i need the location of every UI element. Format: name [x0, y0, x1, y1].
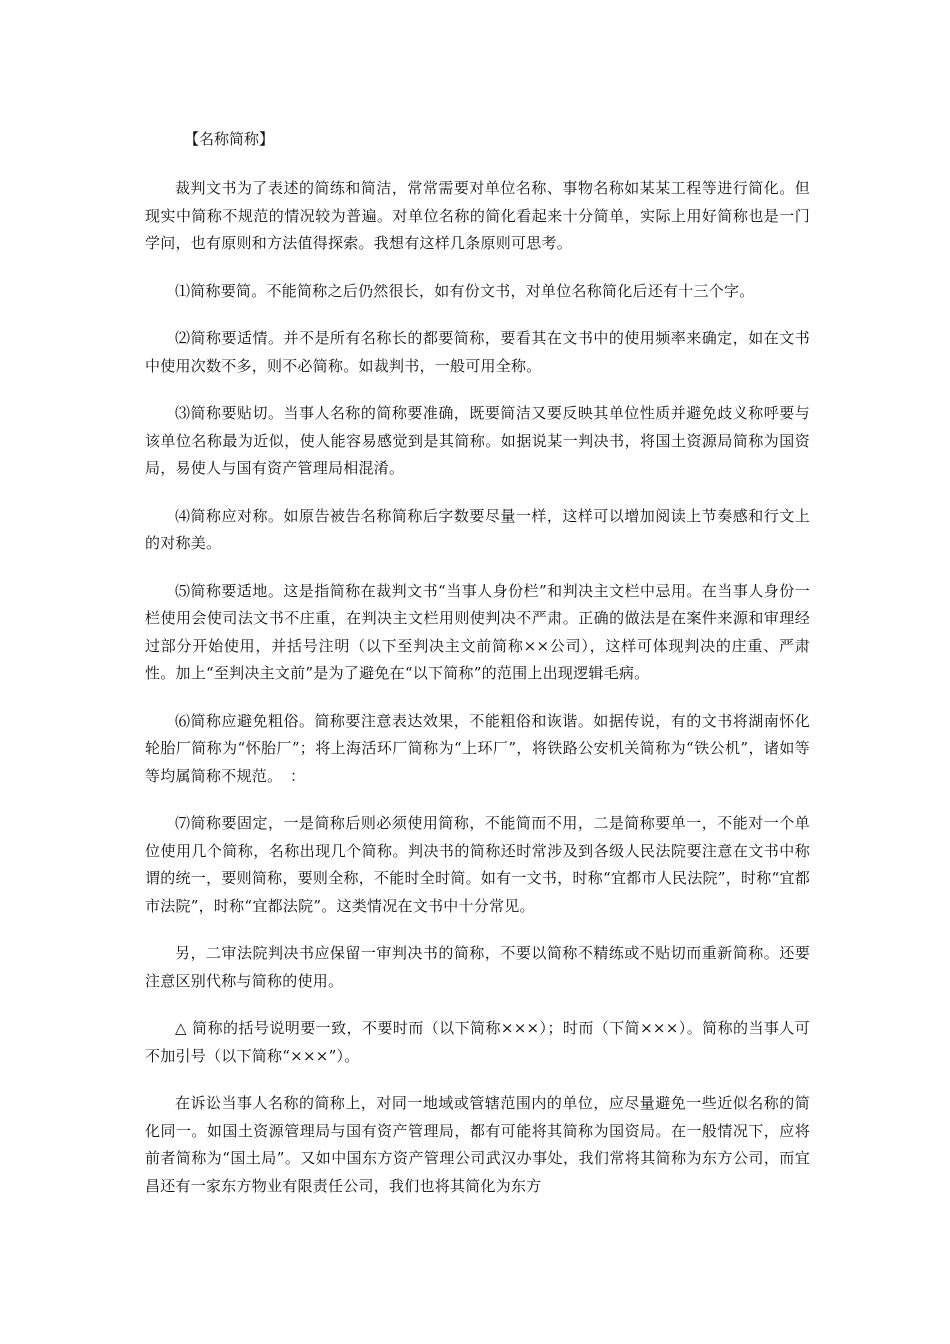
- paragraph-rule-1: ⑴简称要简。不能简称之后仍然很长，如有份文书，对单位名称简化后还有十三个字。: [175, 281, 755, 300]
- paragraph-bracket-note: △ 简称的括号说明要一致，不要时而（以下简称×××）；时而（下简×××）。简称的当事人可不加引号（以下简称“×××”）。: [145, 1019, 810, 1065]
- paragraph-rule-2: ⑵简称要适情。并不是所有名称长的都要简称，要看其在文书中的使用频率来确定，如在文书中使用次数不多，则不必简称。如裁判书，一般可用全称。: [145, 329, 810, 375]
- paragraph-appeal-note: 另，二审法院判决书应保留一审判决书的简称，不要以简称不精练或不贴切而重新简称。还要注意区别代称与简称的使用。: [145, 944, 810, 990]
- paragraph-rule-6: ⑹简称应避免粗俗。简称要注意表达效果，不能粗俗和诙谐。如据传说，有的文书将湖南怀化轮胎厂简称为“怀胎厂”；将上海活环厂简称为“上环厂”，将铁路公安机关简称为“铁公机”，诸如等等均属简称不规范。 ：: [145, 711, 810, 785]
- section-heading: 【名称简称】: [184, 130, 275, 148]
- paragraph-rule-7: ⑺简称要固定，一是简称后则必须使用简称，不能简而不用，二是简称要单一，不能对一个单位使用几个简称，名称出现几个简称。判决书的简称还时常涉及到各级人民法院要注意在文书中称谓的统一，要则简称，要则全称，不能时全时简。如有一文书，时称“宜都市人民法院”，时称“宜都市法院”，时称“宜都法院”。这类情况在文书中十分常见。: [145, 814, 810, 915]
- paragraph-rule-5: ⑸简称要适地。这是指简称在裁判文书“当事人身份栏”和判决主文栏中忌用。在当事人身份一栏使用会使司法文书不庄重，在判决主文栏用则使判决不严肃。正确的做法是在案件来源和审理经过部分开始使用，并括号注明（以下至判决主文前简称××公司），这样可体现判决的庄重、严肃性。加上“至判决主文前”是为了避免在“以下简称”的范围上出现逻辑毛病。: [145, 581, 810, 682]
- paragraph-intro: 裁判文书为了表述的简练和简洁，常常需要对单位名称、事物名称如某某工程等进行简化。但现实中简称不规范的情况较为普遍。对单位名称的简化看起来十分简单，实际上用好简称也是一门学问，也有原则和方法值得探索。我想有这样几条原则可思考。: [145, 179, 810, 252]
- paragraph-region-note: 在诉讼当事人名称的简称上，对同一地域或管辖范围内的单位，应尽量避免一些近似名称的简化同一。如国土资源管理局与国有资产管理局，都有可能将其简称为国资局。在一般情况下，应将前者简称为“国土局”。又如中国东方资产管理公司武汉办事处，我们常将其简称为东方公司，而宜昌还有一家东方物业有限责任公司，我们也将其简化为东方: [145, 1094, 810, 1195]
- paragraph-rule-3: ⑶简称要贴切。当事人名称的简称要准确，既要简洁又要反映其单位性质并避免歧义称呼要与该单位名称最为近似，使人能容易感觉到是其简称。如据说某一判决书，将国土资源局简称为国资局，易使人与国有资产管理局相混淆。: [145, 404, 810, 477]
- paragraph-rule-4: ⑷简称应对称。如原告被告名称简称后字数要尽量一样，这样可以增加阅读上节奏感和行文上的对称美。: [145, 506, 810, 552]
- document-page: [145, 127, 810, 1218]
